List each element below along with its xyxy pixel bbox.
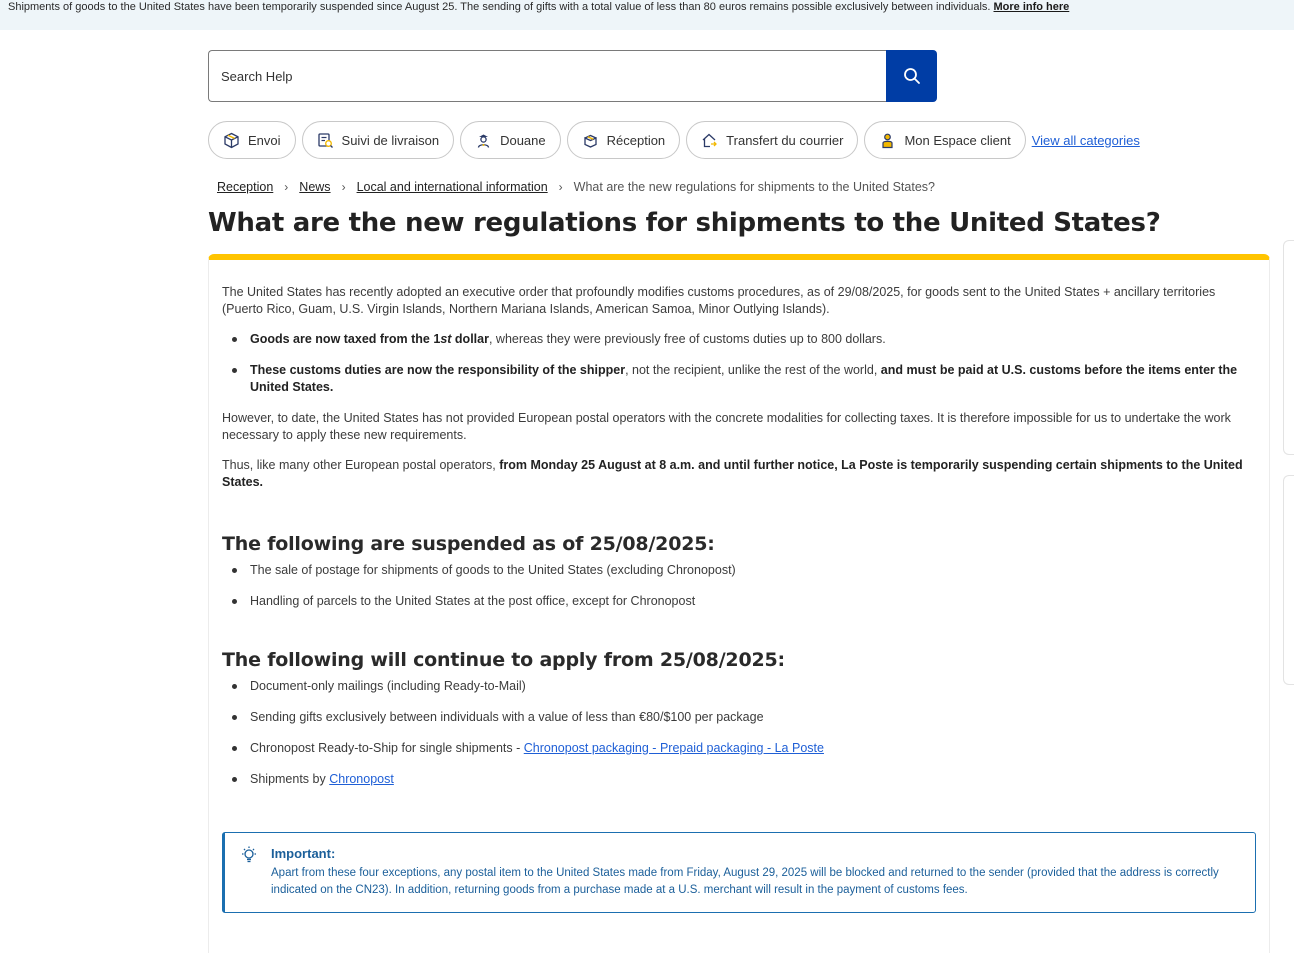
list-item: The sale of postage for shipments of goods to the United States (excluding Chronopost) bbox=[222, 562, 1256, 579]
list-item: Goods are now taxed from the 1st dollar, whereas they were previously free of customs duties up to 800 dollars. bbox=[222, 331, 1256, 348]
house-transfer-icon bbox=[701, 132, 718, 149]
breadcrumb-current: What are the new regulations for shipments to the United States? bbox=[573, 180, 935, 194]
breadcrumb-local-international[interactable]: Local and international information bbox=[356, 180, 548, 194]
important-title: Important: bbox=[271, 846, 336, 861]
search-input[interactable] bbox=[208, 50, 886, 102]
category-envoi[interactable] bbox=[208, 121, 296, 159]
breadcrumb-news[interactable]: News bbox=[299, 180, 331, 194]
chevron-right-icon: › bbox=[341, 180, 346, 194]
category-envoi-label: Envoi bbox=[248, 132, 281, 148]
category-reception[interactable] bbox=[567, 121, 681, 159]
category-suivi-de-livraison[interactable] bbox=[302, 121, 455, 159]
banner-text: Shipments of goods to the United States have been temporarily suspended since August 25. The sending of gifts with a total value of less than 80 euros remains possible exclusively between individuals. bbox=[8, 1, 991, 13]
banner-more-info-link[interactable]: More info here bbox=[993, 1, 1070, 13]
category-douane[interactable] bbox=[460, 121, 561, 159]
side-tab bbox=[1283, 240, 1294, 455]
search-icon bbox=[903, 67, 921, 85]
user-icon bbox=[879, 132, 896, 149]
category-transfert-du-courrier[interactable] bbox=[686, 121, 858, 159]
article-paragraph: Thus, like many other European postal operators, from Monday 25 August at 8 a.m. and until further notice, La Poste is temporarily suspending certain shipments to the United States. bbox=[222, 458, 1243, 489]
page-title: What are the new regulations for shipments to the United States? bbox=[208, 208, 1161, 238]
list-item: These customs duties are now the responsibility of the shipper, not the recipient, unlike the rest of the world, and must be paid at U.S. customs before the items enter the United States. bbox=[222, 362, 1256, 396]
article-intro: The United States has recently adopted an executive order that profoundly modifies customs procedures, as of 29/08/2025, for goods sent to the United States + ancillary territories (Puerto Rico, Guam, U.S. Virgin Islands, Northern Mariana Islands, American Samoa, Minor Outlying Islands). bbox=[222, 285, 1216, 316]
suspended-heading: The following are suspended as of 25/08/2025: bbox=[222, 533, 715, 555]
announcement-banner bbox=[0, 0, 1294, 30]
customs-officer-icon bbox=[475, 132, 492, 149]
lightbulb-icon bbox=[239, 845, 259, 865]
list-item: Chronopost Ready-to-Ship for single shipments - Chronopost packaging - Prepaid packaging - La Poste bbox=[222, 740, 1256, 757]
category-douane-label: Douane bbox=[500, 132, 546, 148]
article-card bbox=[208, 254, 1270, 953]
list-item: Handling of parcels to the United States at the post office, except for Chronopost bbox=[222, 593, 1256, 610]
list-item: Sending gifts exclusively between individuals with a value of less than €80/$100 per package bbox=[222, 709, 1256, 726]
category-chips bbox=[208, 121, 1140, 159]
breadcrumb-reception[interactable]: Reception bbox=[217, 180, 274, 194]
category-suivi-label: Suivi de livraison bbox=[341, 132, 440, 148]
chronopost-link[interactable]: Chronopost bbox=[329, 772, 394, 786]
category-espace-label: Mon Espace client bbox=[904, 132, 1011, 148]
category-transfert-label: Transfert du courrier bbox=[726, 132, 844, 148]
breadcrumb bbox=[217, 180, 935, 194]
important-notice bbox=[222, 832, 1256, 913]
continue-list bbox=[222, 678, 1256, 788]
continue-heading: The following will continue to apply from 25/08/2025: bbox=[222, 649, 785, 671]
chronopost-packaging-link[interactable]: Chronopost packaging - Prepaid packaging - La Poste bbox=[523, 741, 824, 755]
package-icon bbox=[223, 132, 240, 149]
chevron-right-icon: › bbox=[558, 180, 563, 194]
suspended-list bbox=[222, 562, 1256, 610]
category-mon-espace-client[interactable] bbox=[864, 121, 1025, 159]
article-paragraph: However, to date, the United States has not provided European postal operators with the concrete modalities for collecting taxes. It is therefore impossible for us to undertake the work necessary to apply these new requirements. bbox=[222, 411, 1231, 442]
changes-list bbox=[222, 331, 1256, 396]
search-button[interactable] bbox=[886, 50, 937, 102]
open-box-icon bbox=[582, 132, 599, 149]
tracking-icon bbox=[317, 132, 334, 149]
important-text: Apart from these four exceptions, any postal item to the United States made from Friday, August 29, 2025 will be blocked and returned to the sender (provided that the address is correctly indicated on the CN23). In addition, returning goods from a purchase made at a U.S. merchant will result in the payment of customs fees. bbox=[271, 867, 1219, 896]
list-item: Shipments by Chronopost bbox=[222, 771, 1256, 788]
list-item: Document-only mailings (including Ready-to-Mail) bbox=[222, 678, 1256, 695]
chevron-right-icon: › bbox=[284, 180, 289, 194]
category-reception-label: Réception bbox=[606, 132, 666, 148]
side-tab bbox=[1283, 475, 1294, 685]
search-bar bbox=[208, 50, 937, 102]
view-all-categories-link[interactable]: View all categories bbox=[1031, 132, 1140, 148]
